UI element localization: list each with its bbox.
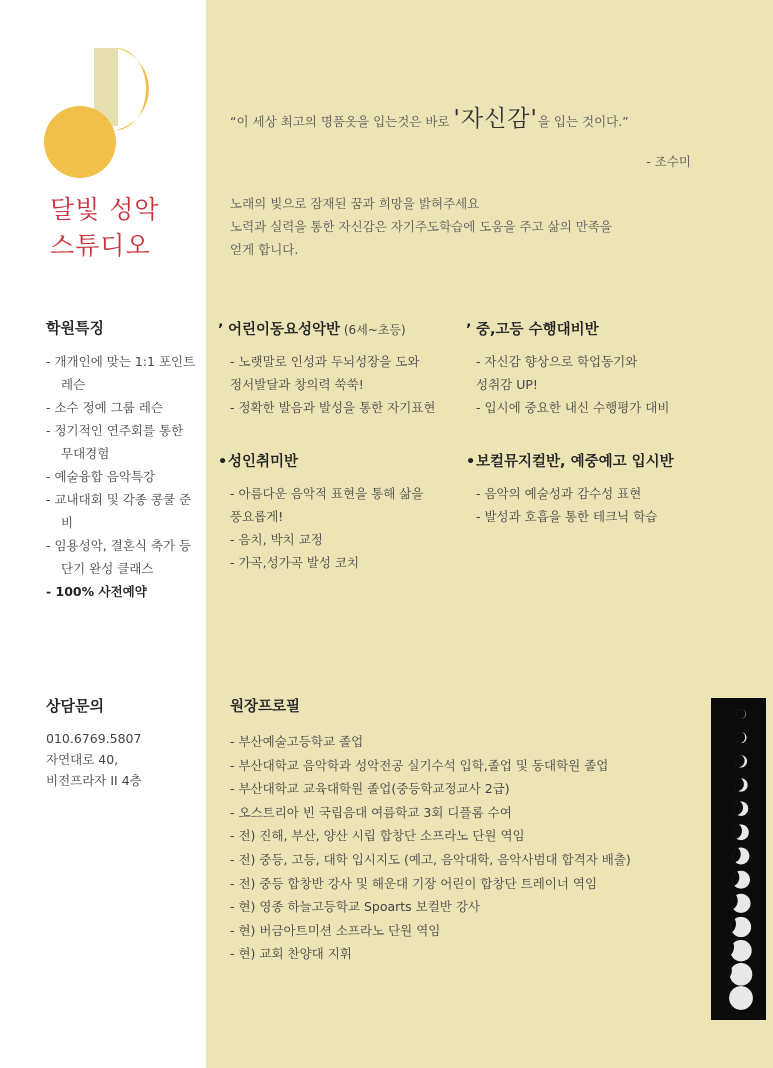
class-item: - 자신감 향상으로 학업동기와 (476, 354, 638, 369)
studio-name (50, 192, 160, 264)
class-marker: ’ (218, 322, 224, 338)
class-item: 정서발달과 창의력 쑥쑥! (230, 377, 364, 392)
quote-before: “이 세상 최고의 명품옷을 입는것은 바로 (230, 114, 454, 129)
quote-after: 을 입는 것이다.” (537, 114, 629, 129)
feature-item: - 예술융합 음악특강 (46, 469, 156, 484)
feature-item: - 교내대회 및 각종 콩쿨 준비 (46, 492, 192, 530)
moon-phase-mark (717, 891, 750, 913)
class-title-text: 어린이동요성악반 (228, 322, 341, 338)
class-title-adult (218, 450, 298, 471)
moon-phase-mark (723, 845, 750, 864)
contact-phone: 010.6769.5807 (46, 731, 142, 746)
intro-text (230, 192, 612, 261)
quote (230, 100, 629, 133)
moon-phase-mark (714, 913, 751, 937)
moon-phase-mark (728, 800, 749, 816)
intro-line: 얻게 합니다. (230, 242, 299, 257)
class-item: - 음치, 박치 교정 (230, 532, 323, 547)
class-title-vocal-musical (466, 450, 674, 471)
moon-phase-mark (732, 754, 748, 767)
class-list-children (230, 350, 436, 419)
profile-item: - 전) 중등 합창반 강사 및 해운대 기장 어린이 합창단 트레이너 역임 (230, 875, 598, 891)
intro-line: 노래의 빛으로 잠재된 꿈과 희망을 밝혀주세요 (230, 196, 480, 211)
contact-address-line2: 비전프라자 II 4층 (46, 773, 142, 788)
profile-item: - 부산대학교 음악학과 성악전공 실기수석 입학,졸업 및 동대학원 졸업 (230, 757, 609, 773)
class-title-text: 성인취미반 (228, 454, 299, 470)
class-item: 풍요롭게! (230, 509, 284, 524)
class-title-text: 중,고등 수행대비반 (476, 322, 599, 338)
class-item: - 입시에 중요한 내신 수행평가 대비 (476, 400, 670, 415)
moon-logo-icon (44, 46, 170, 178)
profile-item: - 현) 교회 찬양대 지휘 (230, 946, 352, 962)
studio-name-line2: 스튜디오 (50, 231, 151, 260)
feature-item-reservation: - 100% 사전예약 (46, 584, 147, 599)
profile-item: - 오스트리아 빈 국립음대 여름학교 3회 디플롬 수여 (230, 804, 512, 820)
moon-phase-mark (725, 823, 749, 841)
quote-highlight: '자신감' (453, 106, 538, 132)
class-item: - 정확한 발음과 발성을 통한 자기표현 (230, 400, 436, 415)
moon-phases-strip (711, 698, 766, 1020)
contact-info (46, 728, 142, 791)
profile-heading: 원장프로필 (230, 699, 301, 715)
quote-author: - 조수미 (646, 154, 691, 169)
contact-address-line1: 자연대로 40, (46, 752, 119, 767)
intro-line: 노력과 실력을 통한 자신감은 자기주도학습에 도움을 주고 삶의 만족을 (230, 219, 612, 234)
class-item: - 발성과 호흡을 통한 테크닉 학습 (476, 509, 658, 524)
features-heading: 학원특징 (46, 319, 104, 337)
moon-phase-mark (720, 868, 750, 889)
moon-phases-icon (711, 698, 766, 1020)
class-list-secondary (476, 350, 669, 419)
class-list-adult (230, 482, 423, 574)
contact-heading: 상담문의 (46, 697, 104, 715)
class-marker: ’ (466, 322, 472, 338)
profile-item: - 현) 영종 하늘고등학교 Spoarts 보컬반 강사 (230, 899, 481, 915)
features-list (46, 350, 196, 603)
feature-item: - 정기적인 연주회를 통한 무대경험 (46, 423, 184, 461)
profile-list (230, 730, 631, 966)
moon-phase-mark (735, 709, 746, 720)
class-title-text: 보컬뮤지컬반, 예중예고 입시반 (476, 454, 674, 470)
class-marker: • (466, 454, 476, 470)
class-title-children (218, 318, 406, 339)
studio-name-line1: 달빛 성악 (50, 195, 160, 224)
class-list-vocal-musical (476, 482, 657, 528)
class-item: - 아름다운 음악적 표현을 통해 삶을 (230, 486, 424, 501)
moon-phase-mark (711, 958, 752, 986)
profile-item: - 전) 중등, 고등, 대학 입시지도 (예고, 음악대학, 음악사범대 합격자 배출) (230, 851, 631, 867)
class-subtitle: (6세~초등) (340, 323, 406, 337)
moon-phase-mark (733, 731, 746, 743)
class-title-secondary (466, 318, 599, 339)
moon-phase-mark (711, 936, 752, 962)
profile-item: - 현) 버금아트미션 소프라노 단원 역임 (230, 922, 441, 938)
class-item: - 음악의 예술성과 감수성 표현 (476, 486, 642, 501)
feature-item: - 개개인에 맞는 1:1 포인트 레슨 (46, 354, 196, 392)
profile-item: - 전) 진해, 부산, 양산 시립 합창단 소프라노 단원 역임 (230, 828, 525, 844)
class-item: - 노랫말로 인성과 두뇌성장을 도와 (230, 354, 420, 369)
moon-phase-mark (711, 981, 753, 1010)
feature-item: - 소수 정예 그룹 레슨 (46, 400, 164, 415)
profile-item: - 부산대학교 교육대학원 졸업(중등학교정교사 2급) (230, 781, 510, 797)
class-item: - 가곡,성가곡 발성 코치 (230, 555, 360, 570)
sidebar (0, 0, 206, 1068)
class-item: 성취감 UP! (476, 377, 538, 392)
feature-item: - 임용성악, 결혼식 축가 등 단기 완성 클래스 (46, 538, 192, 576)
class-marker: • (218, 454, 228, 470)
moon-phase-mark (730, 777, 748, 792)
profile-item: - 부산예술고등학교 졸업 (230, 734, 364, 749)
